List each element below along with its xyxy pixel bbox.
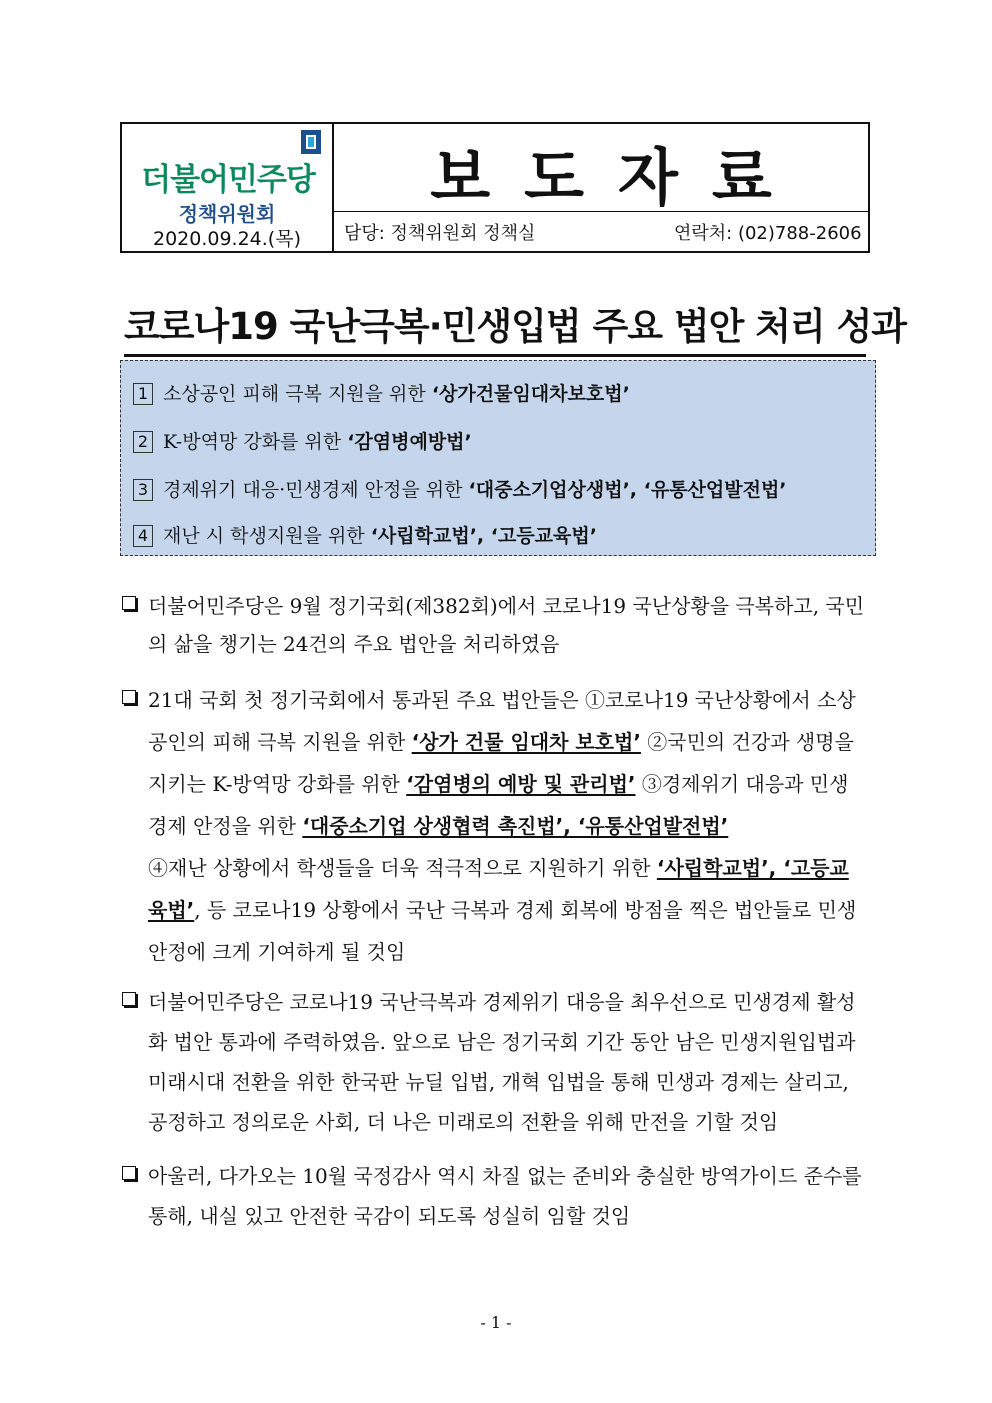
headline: 코로나19 국난극복·민생입법 주요 법안 처리 성과 [124,296,866,357]
text-span: ④재난 상황에서 학생들을 더욱 적극적으로 지원하기 위한 [148,856,657,880]
item-number: 3 [133,479,153,501]
law-name: ‘감염병의 예방 및 관리법’ [406,772,636,796]
checkbox-bullet-icon [122,1166,136,1180]
item-number: 2 [133,431,153,453]
summary-text: 경제위기 대응·민생경제 안정을 위한 [163,479,469,501]
summary-item [133,379,630,406]
law-name: ‘사립학교법’, ‘고등교육법’ [370,525,597,547]
summary-text: K-방역망 강화를 위한 [163,431,348,453]
law-name: ‘감염병예방법’ [347,431,472,453]
contact-person: 담당: 정책위원회 정책실 [344,223,536,244]
text-span: ②국민의 건강과 생명을 [640,730,854,754]
party-logo-icon [297,128,325,156]
text-line [148,810,728,839]
text-span: 지키는 K-방역망 강화를 위한 [148,772,407,796]
summary-item [133,521,597,548]
text-line [148,768,848,797]
text-line: 더불어민주당은 9월 정기국회(제382회)에서 코로나19 국난상황을 극복하고, 국민 [148,594,865,618]
text-line: 공정하고 정의로운 사회, 더 나은 미래로의 전환을 위해 만전을 기할 것임 [148,1110,779,1134]
release-date: 2020.09.24.(목) [152,228,301,250]
text-line: 안정에 크게 기여하게 될 것임 [148,940,406,964]
text-line [148,726,854,755]
page-title: 보도자료 [430,141,806,214]
item-number: 4 [133,525,153,547]
law-name: ‘대중소기업 상생협력 촉진법’, ‘유통산업발전법’ [302,814,729,838]
checkbox-bullet-icon [122,596,136,610]
summary-text: 소상공인 피해 극복 지원을 위한 [163,383,432,405]
text-line: 의 삶을 챙기는 24건의 주요 법안을 처리하였음 [148,632,560,656]
item-number: 1 [133,383,153,405]
summary-box [120,360,876,556]
page-number: - 1 - [480,1313,512,1332]
summary-text: 재난 시 학생지원을 위한 [163,525,371,547]
summary-item [133,427,472,454]
text-line: 통해, 내실 있고 안전한 국감이 되도록 성실히 임할 것임 [148,1204,631,1228]
law-name: ‘대중소기업상생법’, ‘유통산업발전법’ [468,479,787,501]
contact-row [334,212,868,251]
law-name: 육법’ [148,898,195,922]
text-line [148,852,849,881]
text-line: 아울러, 다가오는 10월 국정감사 역시 차질 없는 준비와 충실한 방역가이드 준수를 [148,1164,862,1188]
law-name: ‘사립학교법’, ‘고등교 [656,856,849,880]
text-line [148,894,856,923]
press-release-header [120,122,870,253]
title-cell [334,124,868,212]
text-span: , 등 코로나19 상황에서 국난 극복과 경제 회복에 방점을 찍은 법안들로 민생 [194,898,857,922]
contact-phone: 연락처: (02)788-2606 [674,223,862,244]
party-logo-text: 더불어민주당 [141,162,315,198]
checkbox-bullet-icon [122,690,136,704]
text-span: 경제 안정을 위한 [148,814,303,838]
text-line: 미래시대 전환을 위한 한국판 뉴딜 입법, 개혁 입법을 통해 민생과 경제는 살리고, [148,1070,849,1094]
text-line: 더불어민주당은 코로나19 국난극복과 경제위기 대응을 최우선으로 민생경제 활성 [148,990,856,1014]
text-line: 21대 국회 첫 정기국회에서 통과된 주요 법안들은 ①코로나19 국난상황에서 소상 [148,688,856,712]
text-span: ③경제위기 대응과 민생 [635,772,849,796]
law-name: ‘상가건물임대차보호법’ [431,383,630,405]
text-line: 화 법안 통과에 주력하였음. 앞으로 남은 정기국회 기간 동안 남은 민생지원입법과 [148,1030,856,1054]
checkbox-bullet-icon [122,992,136,1006]
text-span: 공인의 피해 극복 지원을 위한 [148,730,412,754]
summary-item [133,475,787,502]
committee-name: 정책위원회 [178,202,276,226]
party-logo-block [122,124,334,251]
law-name: ‘상가 건물 임대차 보호법’ [411,730,641,754]
